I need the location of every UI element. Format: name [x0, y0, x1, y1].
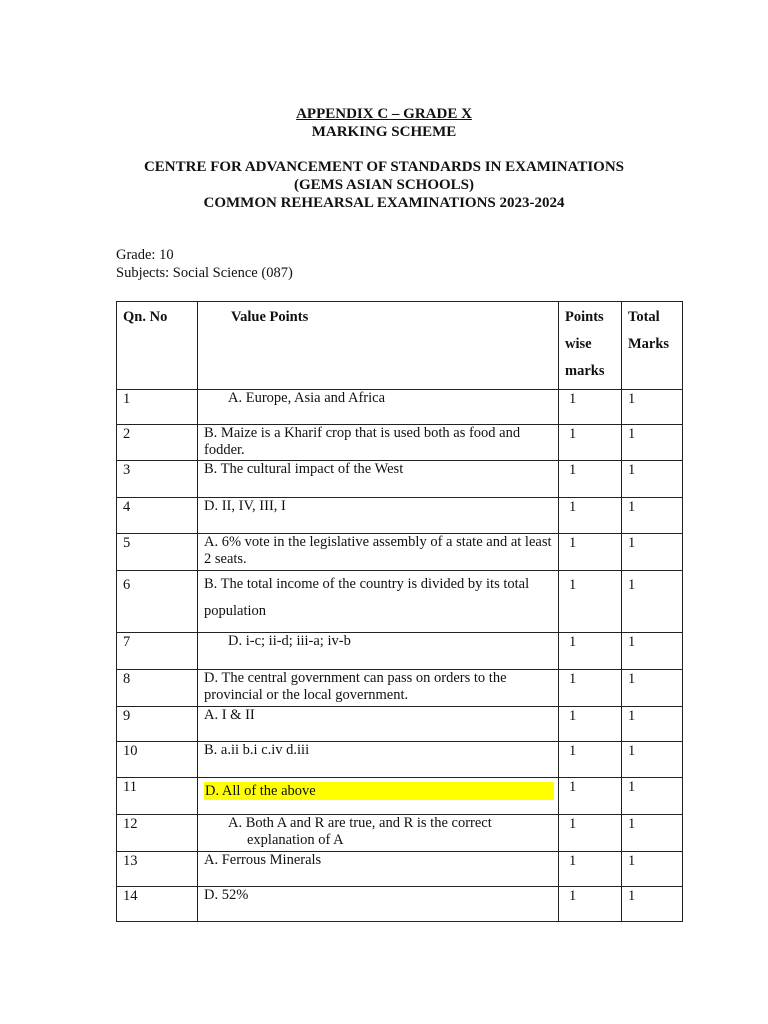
- table-row: [117, 461, 683, 498]
- qn-cell: 7: [117, 633, 198, 670]
- header-total-marks: Total Marks: [622, 302, 683, 390]
- table-row: [117, 390, 683, 425]
- total-cell: 1: [622, 390, 683, 425]
- qn-cell: 11: [117, 778, 198, 815]
- value-point-cell: D. i-c; ii-d; iii-a; iv-b: [198, 633, 559, 670]
- value-point-text: A. Both A and R are true, and R is the correct explanation of A: [228, 815, 492, 848]
- value-point-cell: B. a.ii b.i c.iv d.iii: [198, 742, 559, 778]
- table-row: [117, 633, 683, 670]
- value-point-cell: A. I & II: [198, 707, 559, 742]
- table-row: [117, 742, 683, 778]
- table-row: [117, 815, 683, 852]
- schools-title: (GEMS ASIAN SCHOOLS): [293, 177, 475, 193]
- table-row: [117, 425, 683, 461]
- points-cell: 1: [559, 425, 622, 461]
- total-cell: 1: [622, 670, 683, 707]
- value-point-cell: [198, 815, 559, 852]
- qn-cell: 14: [117, 887, 198, 922]
- table-row: [117, 534, 683, 571]
- points-cell: 1: [559, 633, 622, 670]
- table-row: [117, 498, 683, 534]
- total-cell: 1: [622, 778, 683, 815]
- centre-title: CENTRE FOR ADVANCEMENT OF STANDARDS IN EXAMINATIONS: [143, 159, 625, 175]
- table-row: [117, 778, 683, 815]
- points-cell: 1: [559, 670, 622, 707]
- points-cell: 1: [559, 815, 622, 852]
- value-point-cell: B. Maize is a Kharif crop that is used both as food and fodder.: [198, 425, 559, 461]
- points-cell: 1: [559, 707, 622, 742]
- total-cell: 1: [622, 815, 683, 852]
- qn-cell: 12: [117, 815, 198, 852]
- qn-cell: 10: [117, 742, 198, 778]
- header-points-wise-marks: Points wise marks: [559, 302, 622, 390]
- value-point-cell: A. Europe, Asia and Africa: [198, 390, 559, 425]
- points-cell: 1: [559, 498, 622, 534]
- value-point-cell: D. 52%: [198, 887, 559, 922]
- value-point-cell: D. II, IV, III, I: [198, 498, 559, 534]
- value-point-cell: B. The cultural impact of the West: [198, 461, 559, 498]
- points-cell: 1: [559, 571, 622, 633]
- table-row: [117, 887, 683, 922]
- value-point-cell: [198, 778, 559, 815]
- total-cell: 1: [622, 571, 683, 633]
- total-cell: 1: [622, 461, 683, 498]
- total-cell: 1: [622, 707, 683, 742]
- qn-cell: 9: [117, 707, 198, 742]
- marking-scheme-table: [116, 301, 683, 922]
- marking-scheme-title: MARKING SCHEME: [311, 124, 457, 140]
- total-cell: 1: [622, 633, 683, 670]
- points-cell: 1: [559, 887, 622, 922]
- table-header-row: [117, 302, 683, 390]
- qn-cell: 8: [117, 670, 198, 707]
- points-cell: 1: [559, 778, 622, 815]
- table-row: [117, 571, 683, 633]
- total-cell: 1: [622, 425, 683, 461]
- table-row: [117, 707, 683, 742]
- qn-cell: 2: [117, 425, 198, 461]
- header-value-points: Value Points: [198, 302, 559, 390]
- value-point-cell: A. 6% vote in the legislative assembly of a state and at least 2 seats.: [198, 534, 559, 571]
- grade-label: Grade: 10: [116, 247, 174, 263]
- total-cell: 1: [622, 887, 683, 922]
- value-point-cell: D. The central government can pass on orders to the provincial or the local government.: [198, 670, 559, 707]
- points-cell: 1: [559, 534, 622, 571]
- table-row: [117, 852, 683, 887]
- total-cell: 1: [622, 498, 683, 534]
- qn-cell: 13: [117, 852, 198, 887]
- points-cell: 1: [559, 390, 622, 425]
- qn-cell: 4: [117, 498, 198, 534]
- header-qn-no: Qn. No: [117, 302, 198, 390]
- points-cell: 1: [559, 461, 622, 498]
- points-cell: 1: [559, 852, 622, 887]
- qn-cell: 3: [117, 461, 198, 498]
- total-cell: 1: [622, 742, 683, 778]
- qn-cell: 5: [117, 534, 198, 571]
- value-point-cell: B. The total income of the country is divided by its total population: [198, 571, 559, 633]
- highlighted-answer: D. All of the above: [204, 782, 554, 800]
- total-cell: 1: [622, 534, 683, 571]
- value-point-cell: A. Ferrous Minerals: [198, 852, 559, 887]
- points-cell: 1: [559, 742, 622, 778]
- exam-title: COMMON REHEARSAL EXAMINATIONS 2023-2024: [203, 195, 565, 211]
- appendix-title: APPENDIX C – GRADE X: [296, 106, 472, 122]
- table-row: [117, 670, 683, 707]
- subject-label: Subjects: Social Science (087): [116, 265, 293, 281]
- qn-cell: 1: [117, 390, 198, 425]
- qn-cell: 6: [117, 571, 198, 633]
- total-cell: 1: [622, 852, 683, 887]
